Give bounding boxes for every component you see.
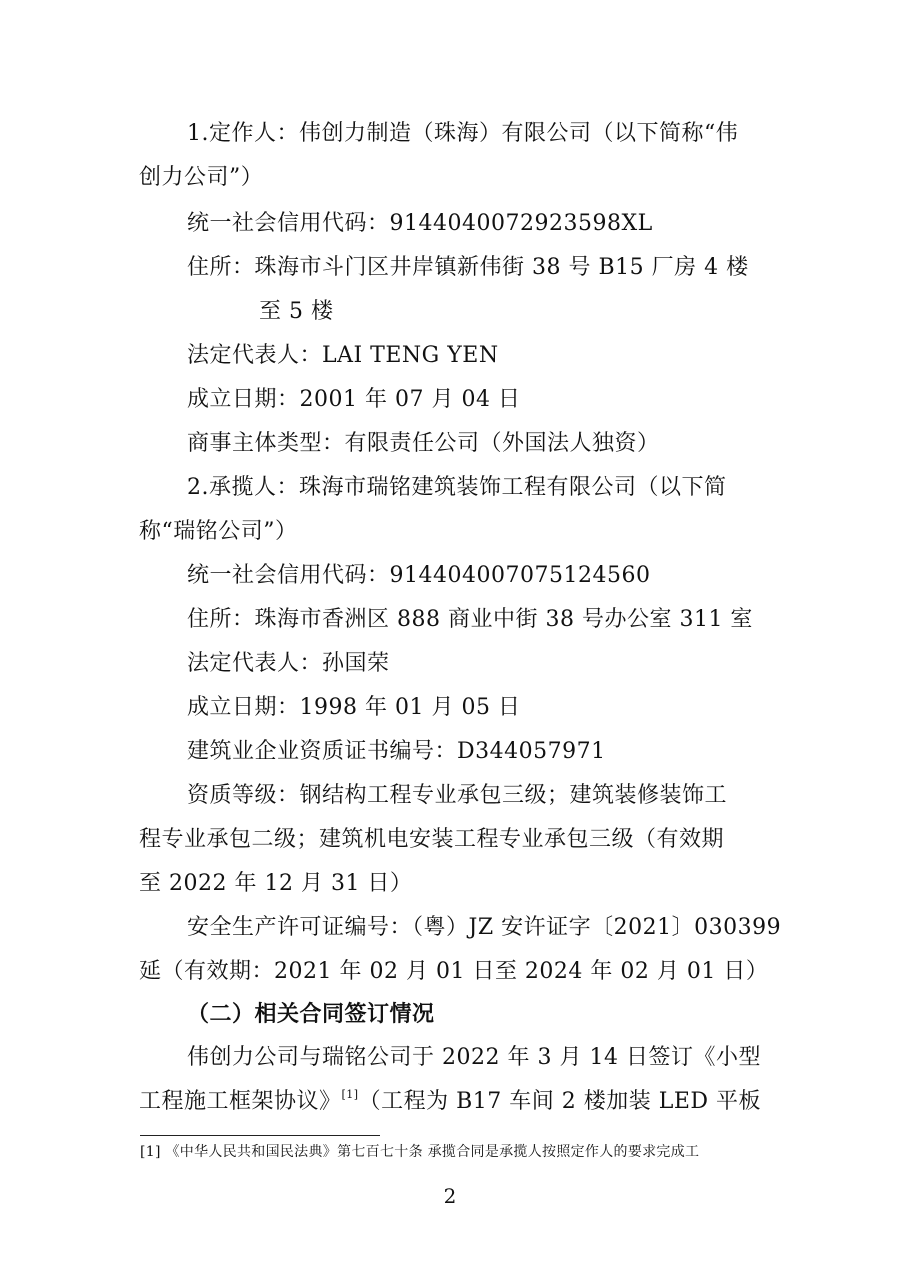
footnote-text: [1] 《中华人民共和国民法典》第七百七十条 承揽合同是承揽人按照定作人的要求完成工 <box>140 1144 700 1160</box>
party2-qualification-line1: 资质等级：钢结构工程专业承包三级；建筑装修装饰工 <box>187 783 728 808</box>
section-para-line2 <box>139 1087 761 1120</box>
party2-safety-line2: 延（有效期：2021 年 02 月 01 日至 2024 年 02 月 01 日） <box>139 959 769 984</box>
section-para-line1: 伟创力公司与瑞铭公司于 2022 年 3 月 14 日签订《小型 <box>187 1045 761 1070</box>
party1-title-line2: 创力公司”） <box>139 165 264 190</box>
footnote-reference[interactable]: [1] <box>341 1088 359 1101</box>
party1-address-line1: 住所：珠海市斗门区井岸镇新伟街 38 号 B15 厂房 4 楼 <box>187 255 749 280</box>
party1-established: 成立日期：2001 年 07 月 04 日 <box>187 387 521 412</box>
party2-established: 成立日期：1998 年 01 月 05 日 <box>187 695 521 720</box>
party2-title-line2: 称“瑞铭公司”） <box>139 519 298 544</box>
party2-credit-code: 统一社会信用代码：914404007075124560 <box>187 563 651 588</box>
party1-title-line1: 1.定作人：伟创力制造（珠海）有限公司（以下简称“伟 <box>187 121 739 146</box>
section-heading: （二）相关合同签订情况 <box>187 1001 435 1027</box>
footnote-divider <box>140 1135 380 1136</box>
section-para-line2-text-a: 工程施工框架协议》 <box>139 1089 342 1114</box>
party1-credit-code: 统一社会信用代码：9144040072923598XL <box>187 211 653 236</box>
party2-address: 住所：珠海市香洲区 888 商业中街 38 号办公室 311 室 <box>187 607 753 632</box>
party2-qualification-line3: 至 2022 年 12 月 31 日） <box>139 871 413 896</box>
party2-cert-no: 建筑业企业资质证书编号：D344057971 <box>187 739 606 764</box>
party2-legal-rep: 法定代表人：孙国荣 <box>187 651 390 676</box>
party1-address-line2: 至 5 楼 <box>259 299 334 324</box>
party1-legal-rep: 法定代表人：LAI TENG YEN <box>187 343 499 368</box>
party1-entity-type: 商事主体类型：有限责任公司（外国法人独资） <box>187 431 660 456</box>
party2-qualification-line2: 程专业承包二级；建筑机电安装工程专业承包三级（有效期 <box>139 827 725 852</box>
party2-title-line1: 2.承揽人：珠海市瑞铭建筑装饰工程有限公司（以下简 <box>187 475 727 500</box>
page-number: 2 <box>443 1184 457 1208</box>
party2-safety-line1: 安全生产许可证编号：（粤）JZ 安许证字〔2021〕030399 <box>187 915 782 940</box>
section-para-line2-text-b: （工程为 B17 车间 2 楼加装 LED 平板 <box>358 1089 762 1114</box>
